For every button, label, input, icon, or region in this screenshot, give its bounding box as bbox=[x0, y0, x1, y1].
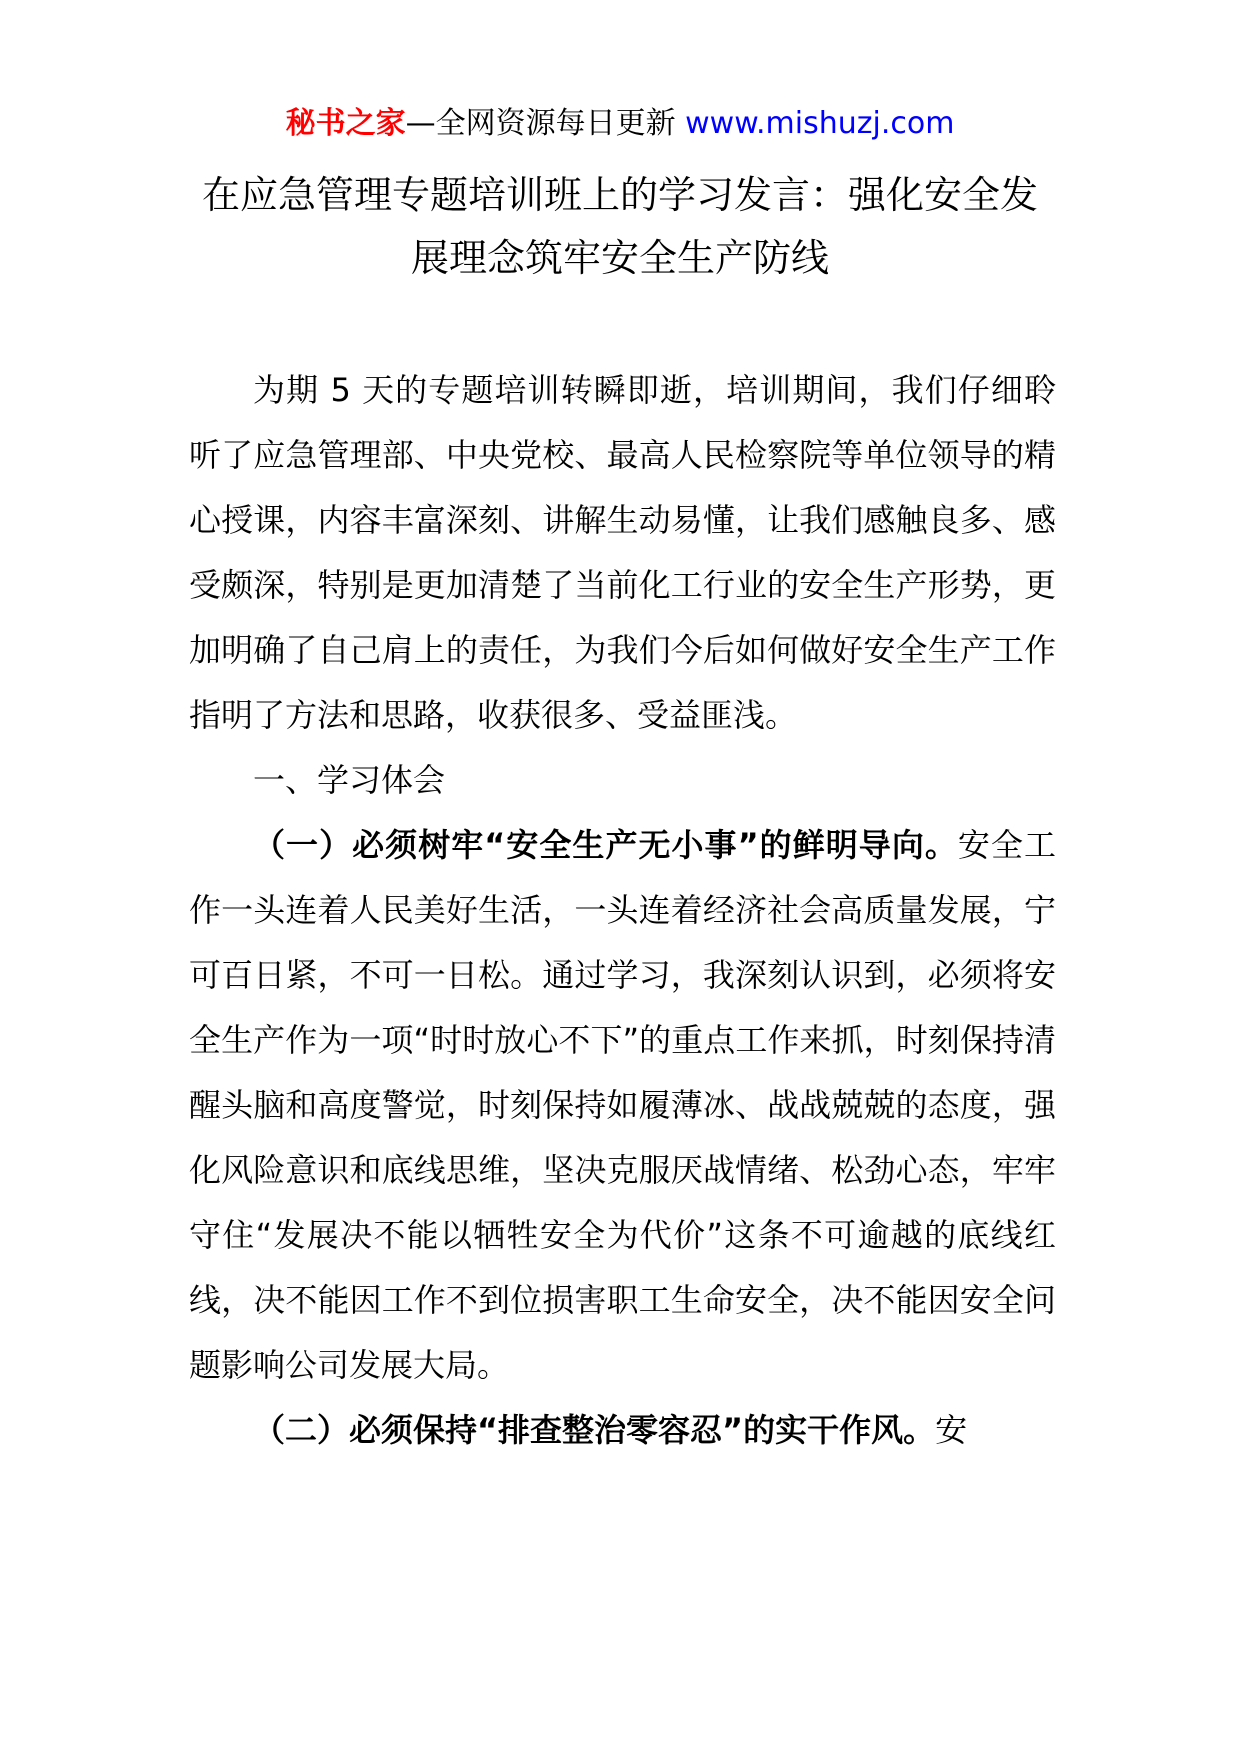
paragraph-one-text: 安全工作一头连着人民美好生活，一头连着经济社会高质量发展，宁可百日紧，不可一日松。通过学习，我深刻认识到，必须将安全生产作为一项“时时放心不下”的重点工作来抓，时刻保持清醒头脑和高度警觉，时刻保持如履薄冰、战战兢兢的态度，强化风险意识和底线思维，坚决克服厌战情绪、松劲心态，牢牢守住“发展决不能以牺牲安全为代价”这条不可逾越的底线红线，决不能因工作不到位损害职工生命安全，决不能因安全问题影响公司发展大局。 bbox=[189, 826, 1056, 1384]
intro-paragraph: 为期 5 天的专题培训转瞬即逝，培训期间，我们仔细聆听了应急管理部、中央党校、最高人民检察院等单位领导的精心授课，内容丰富深刻、讲解生动易懂，让我们感触良多、感受颇深，特别是更加清楚了当前化工行业的安全生产形势，更加明确了自己肩上的责任，为我们今后如何做好安全生产工作指明了方法和思路，收获很多、受益匪浅。 bbox=[189, 371, 1056, 734]
section-heading: 一、学习体会 bbox=[253, 761, 446, 799]
paragraph-one bbox=[189, 813, 1056, 1398]
paragraph-one-heading: （一）必须树牢“安全生产无小事”的鲜明导向。 bbox=[253, 826, 958, 864]
brand-name: 秘书之家 bbox=[285, 106, 406, 141]
document-title: 在应急管理专题培训班上的学习发言：强化安全发展理念筑牢安全生产防线 bbox=[201, 173, 1038, 280]
paragraph-two-text: 安 bbox=[935, 1411, 968, 1449]
paragraph-two bbox=[189, 1398, 1056, 1463]
document-body bbox=[189, 358, 1056, 1463]
site-url: www.mishuzj.com bbox=[685, 106, 955, 141]
banner-tagline: —全网资源每日更新 bbox=[405, 106, 686, 141]
site-banner bbox=[0, 104, 1240, 144]
paragraph-two-heading: （二）必须保持“排查整治零容忍”的实干作风。 bbox=[253, 1411, 936, 1449]
